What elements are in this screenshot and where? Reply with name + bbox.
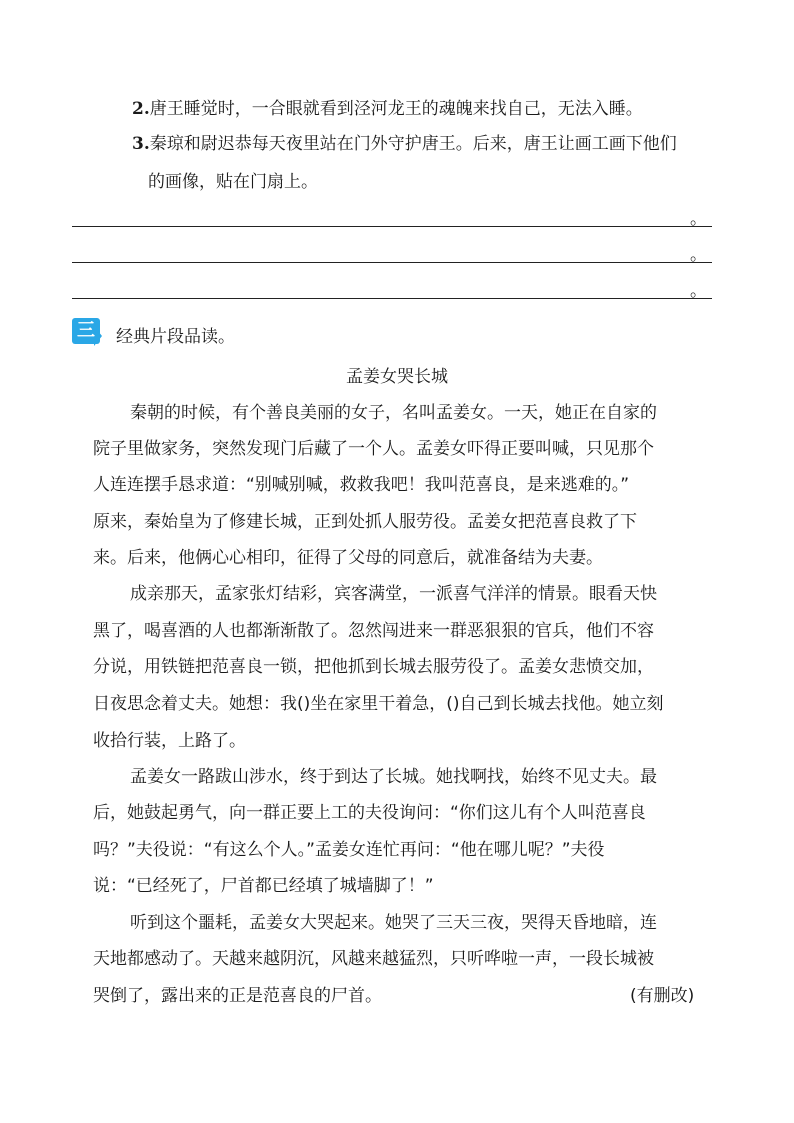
question-3	[132, 133, 677, 155]
story-line: 成亲那天，孟家张灯结彩，宾客满堂，一派喜气洋洋的情景。眼看天快	[130, 584, 657, 604]
story-line: 听到这个噩耗，孟姜女大哭起来。她哭了三天三夜，哭得天昏地暗，连	[130, 913, 657, 933]
story-line: 日夜思念着丈夫。她想：我()坐在家里干着急，()自己到长城去找他。她立刻	[93, 694, 664, 714]
story-line: 院子里做家务，突然发现门后藏了一个人。孟姜女吓得正要叫喊，只见那个	[93, 439, 654, 459]
section-badge: 三	[72, 318, 100, 344]
answer-line-3-end: 。	[690, 281, 707, 301]
answer-line-2-end: 。	[690, 245, 707, 265]
story-line: 黑了，喝喜酒的人也都渐渐散了。忽然闯进来一群恶狠狠的官兵，他们不容	[93, 621, 654, 641]
story-line: 来。后来，他俩心心相印，征得了父母的同意后，就准备结为夫妻。	[93, 548, 603, 568]
answer-line-2[interactable]	[72, 262, 712, 263]
story-line: 吗？”夫役说：“有这么个人。”孟姜女连忙再问：“他在哪儿呢？”夫役	[93, 840, 605, 860]
story-line: 收拾行装，上路了。	[93, 731, 246, 751]
story-line: 哭倒了，露出来的正是范喜良的尸首。	[93, 986, 382, 1006]
story-line: 分说，用铁链把范喜良一锁，把他抓到长城去服劳役了。孟姜女悲愤交加，	[93, 657, 654, 677]
question-3-continuation: 的画像，贴在门扇上。	[148, 172, 318, 192]
question-text: 唐王睡觉时，一合眼就看到泾河龙王的魂魄来找自己，无法入睡。	[149, 99, 643, 119]
story-title: 孟姜女哭长城	[346, 367, 448, 387]
answer-line-1[interactable]	[72, 226, 712, 227]
story-line: 说：“已经死了，尸首都已经填了城墙脚了！”	[93, 876, 434, 896]
story-line: 孟姜女一路跋山涉水，终于到达了长城。她找啊找，始终不见丈夫。最	[130, 767, 657, 787]
story-line: 后，她鼓起勇气，向一群正要上工的夫役询问：“你们这儿有个人叫范喜良	[93, 803, 646, 823]
story-note: (有删改)	[630, 986, 695, 1006]
question-2	[132, 98, 643, 120]
section-title: 经典片段品读。	[116, 327, 235, 347]
question-number: 3.	[132, 134, 150, 154]
answer-line-1-end: 。	[690, 209, 707, 229]
story-line: 秦朝的时候，有个善良美丽的女子，名叫孟姜女。一天，她正在自家的	[130, 403, 657, 423]
question-text: 秦琼和尉迟恭每天夜里站在门外守护唐王。后来，唐王让画工画下他们	[149, 134, 677, 154]
story-line: 天地都感动了。天越来越阴沉，风越来越猛烈，只听哗啦一声，一段长城被	[93, 949, 654, 969]
story-line: 人连连摆手恳求道：“别喊别喊，救救我吧！我叫范喜良，是来逃难的。”	[93, 475, 630, 495]
question-number: 2.	[132, 99, 150, 119]
story-line: 原来，秦始皇为了修建长城，正到处抓人服劳役。孟姜女把范喜良救了下	[93, 512, 637, 532]
answer-line-3[interactable]	[72, 298, 712, 299]
